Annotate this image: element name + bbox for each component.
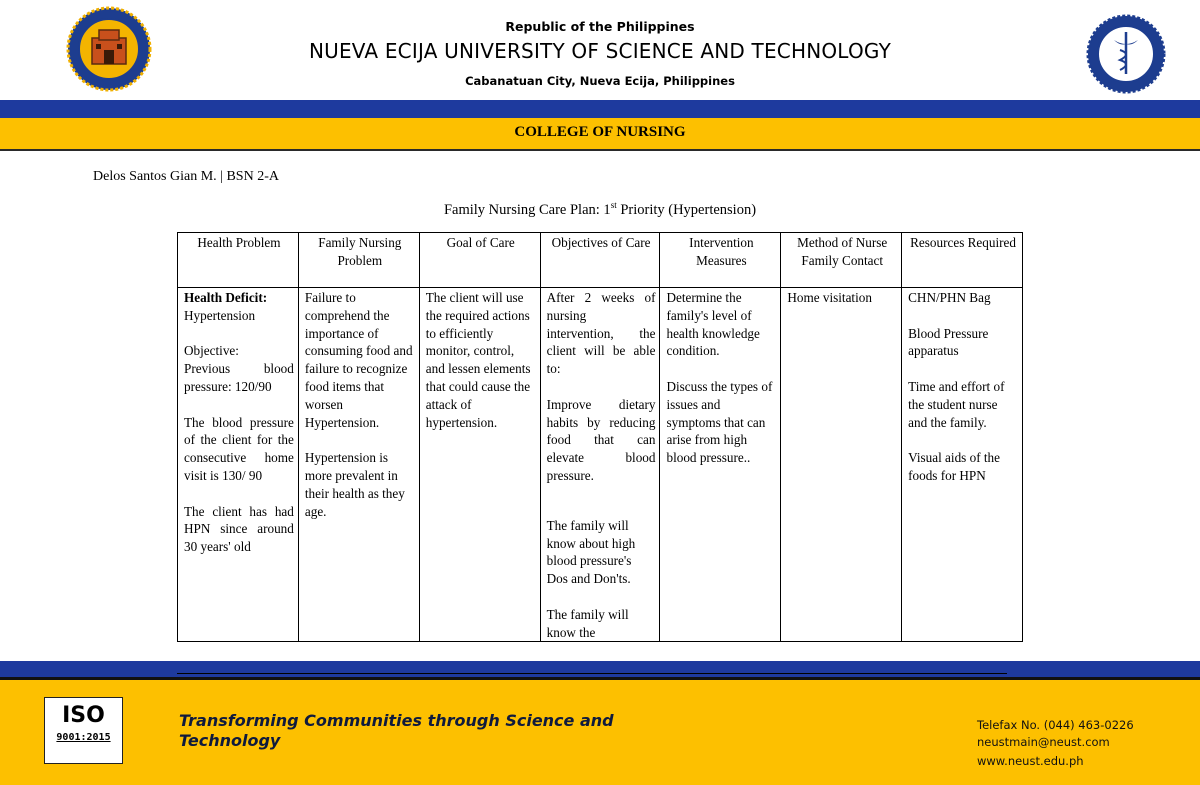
column-header-intervention-measures: Intervention Measures <box>660 233 781 288</box>
column-header-health-problem: Health Problem <box>178 233 299 288</box>
resource-1: CHN/PHN Bag <box>908 290 991 305</box>
republic-heading: Republic of the Philippines <box>505 19 695 34</box>
care-plan-title-prefix: Family Nursing Care Plan: 1 <box>443 201 611 218</box>
university-name: NUEVA ECIJA UNIVERSITY OF SCIENCE AND TECHNOLOGY <box>308 39 892 63</box>
university-tagline: Transforming Communities through Science and Technology <box>179 711 614 750</box>
care-plan-title <box>0 200 1200 219</box>
cell-intervention-measures <box>660 288 781 642</box>
college-of-nursing-seal-logo <box>1086 14 1166 94</box>
objective-current-bp: The blood pressure of the client for the consecutive home visit is 130/ 90 <box>184 414 294 483</box>
resource-2: Blood Pressure apparatus <box>908 325 989 359</box>
column-header-resources-required: Resources Required <box>902 233 1023 288</box>
iso-standard-code: 9001:2015 <box>56 732 111 743</box>
goal-text: The client will use the required actions to efficiently monitor, control, and lessen elements that could cause the attack of hypertension. <box>425 290 531 430</box>
header-blue-band <box>0 100 1200 118</box>
college-name: COLLEGE OF NURSING <box>514 124 686 140</box>
care-plan-title-suffix: Priority (Hypertension) <box>616 201 757 218</box>
objective-family-knowledge: The family will know the <box>546 606 629 640</box>
care-plan-title-ordinal: st <box>610 200 617 210</box>
objective-label: Objective: <box>184 343 239 359</box>
family-problem-2: Hypertension is more prevalent in their health as they age. <box>304 450 405 519</box>
cell-family-nursing-problem <box>298 288 419 642</box>
footer-rule <box>177 673 1007 674</box>
table-row <box>178 288 1023 642</box>
health-deficit-value: Hypertension <box>184 307 256 323</box>
iso-label: ISO <box>62 703 105 728</box>
contact-email[interactable]: neustmain@neust.com <box>977 735 1110 749</box>
objective-dos-and-donts: The family will know about high blood pressure's Dos and Don'ts. <box>546 517 636 587</box>
column-header-family-nursing-problem: Family Nursing Problem <box>298 233 419 288</box>
iso-certification-badge <box>44 697 123 764</box>
objectives-intro: After 2 weeks of nursing intervention, the client will be able to: <box>546 290 656 377</box>
cell-goal-of-care <box>419 288 540 642</box>
cell-resources-required <box>902 288 1023 642</box>
resource-4: Visual aids of the foods for HPN <box>908 450 1000 483</box>
header-divider <box>0 149 1200 151</box>
table-header-row <box>178 233 1023 288</box>
cell-objectives-of-care <box>540 288 660 642</box>
cell-method-of-contact <box>781 288 902 642</box>
telefax-number: Telefax No. (044) 463-0226 <box>977 718 1134 732</box>
method-text: Home visitation <box>787 290 872 305</box>
health-deficit-label: Health Deficit: <box>184 290 268 305</box>
intervention-2: Discuss the types of issues and symptoms that can arise from high blood pressure.. <box>666 378 773 466</box>
student-name-section: Delos Santos Gian M. | BSN 2-A <box>93 169 279 184</box>
resource-3: Time and effort of the student nurse and the family. <box>908 378 1005 430</box>
university-location: Cabanatuan City, Nueva Ecija, Philippines <box>465 74 735 88</box>
care-plan-table <box>177 232 1023 642</box>
family-problem-1: Failure to comprehend the importance of consuming food and failure to recognize food items that worsen Hypertension. <box>304 290 413 430</box>
website-link[interactable]: www.neust.edu.ph <box>977 754 1084 768</box>
objective-previous-bp: Previous blood pressure: 120/90 <box>184 361 294 394</box>
objective-dietary-habits: Improve dietary habits by reducing food that can elevate blood pressure. <box>546 396 656 483</box>
column-header-objectives-of-care: Objectives of Care <box>540 233 660 288</box>
column-header-goal-of-care: Goal of Care <box>419 233 540 288</box>
letterhead <box>0 0 1200 100</box>
intervention-1: Determine the family's level of health knowledge condition. <box>666 290 760 359</box>
footer-blue-band <box>0 661 1200 677</box>
cell-health-problem <box>178 288 299 642</box>
objective-hpn-history: The client has had HPN since around 30 years' old <box>184 503 294 555</box>
column-header-method-of-contact: Method of Nurse Family Contact <box>781 233 902 288</box>
